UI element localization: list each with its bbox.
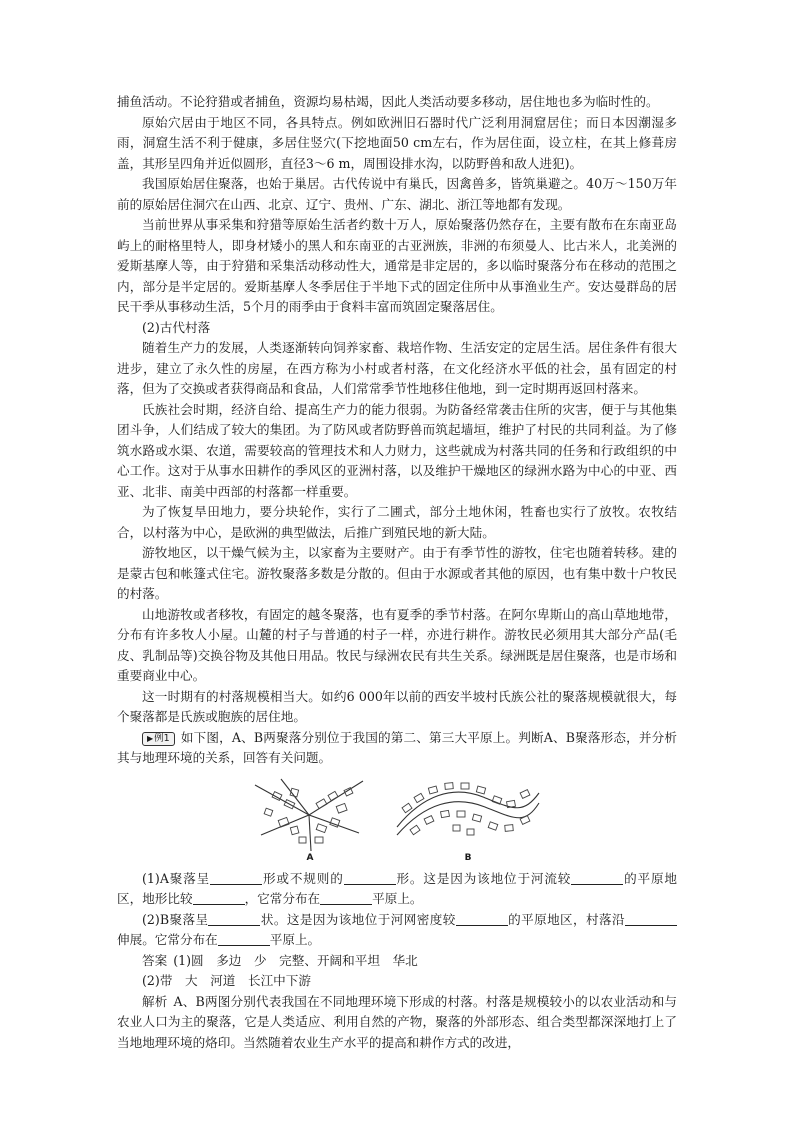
- answer-text-2: (2)带 大 河道 长江中下游: [142, 973, 311, 988]
- question-2: (2)B聚落呈 状。这是因为该地位于河网密度较 的平原地区，村落沿伸展。它常分布在 平原上。: [117, 910, 677, 951]
- example-badge: ▶例1: [142, 732, 175, 746]
- answer-blank[interactable]: [456, 911, 508, 926]
- answer-blank[interactable]: [625, 911, 677, 926]
- body-paragraph: 当前世界从事采集和狩猎等原始生活者约数十万人，原始聚落仍然存在，主要有散布在东南亚岛屿上的耐格里特人，即身材矮小的黑人和东南亚的古亚洲族，非洲的布须曼人、比古米人，北美洲的爱斯基摩人等，由于狩猎和采集活动移动性大，通常是非定居的，多以临时聚落分布在移动的范围之内，部分是半定居的。爱斯基摩人冬季居住于半地下式的固定住所中从事渔业生产。安达曼群岛的居民干季从事移动生活，5个月的雨季由于食料丰富而筑固定聚落居住。: [117, 217, 677, 314]
- body-paragraph: 这一时期有的村落规模相当大。如约6 000年以前的西安半坡村氏族公社的聚落规模就很大，每个聚落都是氏族或胞族的居住地。: [117, 688, 677, 724]
- answer-blank[interactable]: [344, 870, 396, 885]
- answer-line-2: [117, 971, 677, 992]
- body-paragraph: 随着生产力的发展，人类逐渐转向饲养家畜、栽培作物、生活安定的定居生活。居住条件有很大进步，建立了永久性的房屋，在西方称为小村或者村落，在文化经济水平低的社会，虽有固定的村落，但为了交换或者获得商品和食品，人们常常季节性地移住他地，到一定时期再返回村落来。: [117, 340, 677, 396]
- example-question-text: 如下图，A、B两聚落分别位于我国的第二、第三大平原上。判断A、B聚落形态，并分析其与地理环境的关系，回答有关问题。: [117, 729, 677, 765]
- document-body: [117, 92, 677, 1053]
- figure-a-label: A: [306, 852, 314, 863]
- body-paragraph: 原始穴居由于地区不同，各具特点。例如欧洲旧石器时代广泛利用洞窟居住；而日本因潮湿多雨，洞窟生活不利于健康，多居住竖穴(下挖地面50 cm左右，作为居住面，设立柱，在其上修葺房盖，其形呈四角并近似圆形，直径3～6 m，周围设排水沟，以防野兽和敌人进犯)。: [117, 114, 677, 171]
- answer-text-1: (1)圆 多边 少 完整、开阔和平坦 华北: [173, 952, 418, 968]
- body-paragraph: 为了恢复旱田地力，要分块轮作，实行了二圃式，部分土地休闲，牲畜也实行了放牧。农牧结合，以村落为中心，是欧洲的典型做法，后推广到殖民地的新大陆。: [117, 504, 677, 540]
- settlement-figure: [117, 775, 677, 867]
- section-heading: (2)古代村落: [142, 319, 211, 335]
- figure-b-label: B: [464, 852, 472, 863]
- body-paragraph: 游牧地区，以干燥气候为主，以家畜为主要财产。由于有季节性的游牧，住宅也随着转移。建的是蒙古包和帐篷式住宅。游牧聚落多数是分散的。但由于水源或者其他的原因，也有集中数十户牧民的村落。: [117, 545, 677, 601]
- answer-blank[interactable]: [193, 890, 245, 905]
- answer-blank[interactable]: [218, 931, 270, 946]
- answer-blank[interactable]: [210, 870, 262, 885]
- example-question: [117, 728, 677, 769]
- body-paragraph: 山地游牧或者移牧，有固定的越冬聚落，也有夏季的季节村落。在阿尔卑斯山的高山草地地带，分布有许多牧人小屋。山麓的村子与普通的村子一样，亦进行耕作。游牧民必须用其大部分产品(毛皮、乳制品等)交换谷物及其他日用品。牧民与绿洲农民有共生关系。绿洲既是居住聚落，也是市场和重要商业中心。: [117, 606, 677, 683]
- settlement-a-map: [251, 775, 369, 853]
- figure-a: [251, 775, 369, 867]
- analysis-text: A、B两图分别代表我国在不同地理环境下形成的村落。村落是规模较小的以农业活动和与农业人口为主的聚落，它是人类适应、利用自然的产物，聚落的外部形态、组合类型都深深地打上了当地地理环境的烙印。当然随着农业生产水平的提高和耕作方式的改进，: [117, 993, 677, 1050]
- analysis-paragraph: [117, 992, 677, 1054]
- play-icon: ▶: [147, 733, 154, 743]
- answer-blank[interactable]: [208, 911, 260, 926]
- body-paragraph: 我国原始居住聚落，也始于巢居。古代传说中有巢氏，因禽兽多，皆筑巢避之。40万～150万年前的原始居住洞穴在山西、北京、辽宁、贵州、广东、湖北、浙江等地都有发现。: [117, 176, 677, 212]
- body-paragraphs: [117, 92, 677, 728]
- answer-blank[interactable]: [320, 890, 372, 905]
- question-1: (1)A聚落呈 形或不规则的 形。这是因为该地位于河流较 的平原地区，地形比较 ，它常分布在 平原上。: [117, 870, 678, 906]
- settlement-b-map: [393, 775, 543, 853]
- answer-blank[interactable]: [571, 870, 623, 885]
- body-paragraph: 氏族社会时期，经济自给、提高生产力的能力很弱。为防备经常袭击住所的灾害，便于与其他集团斗争，人们结成了较大的集团。为了防风或者防野兽而筑起墙垣，维护了村民的共同利益。为了修筑水路或水渠、农道，需要较高的管理技术和人力财力，这些就成为村落共同的任务和行政组织的中心工作。这对于从事水田耕作的季风区的亚洲村落，以及维护干燥地区的绿洲水路为中心的中亚、西亚、北非、南美中西部的村落都一样重要。: [117, 401, 677, 499]
- body-paragraph: 捕鱼活动。不论狩猎或者捕鱼，资源均易枯竭，因此人类活动要多移动，居住地也多为临时性的。: [117, 94, 659, 109]
- figure-b: [393, 775, 543, 867]
- answer-line-1: [117, 951, 677, 972]
- answer-label: 答案: [142, 952, 168, 968]
- analysis-label: 解析: [142, 993, 168, 1009]
